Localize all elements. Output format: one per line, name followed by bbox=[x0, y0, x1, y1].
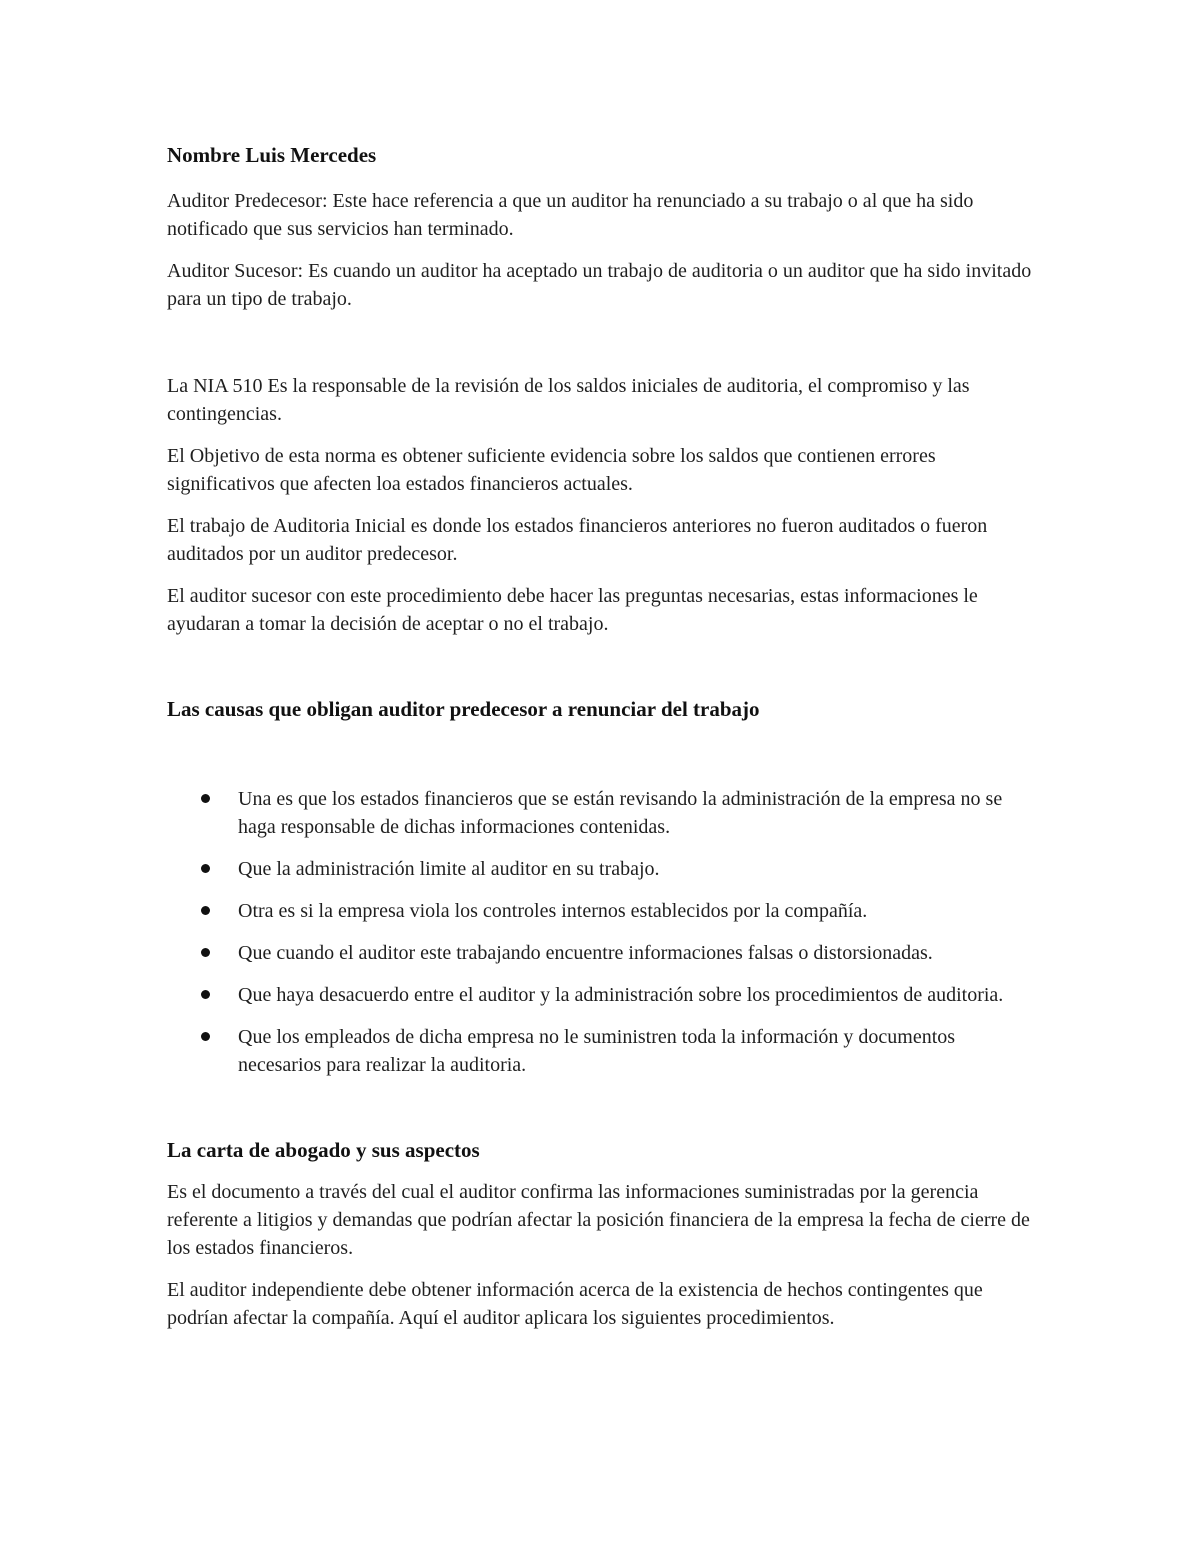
bullet-icon bbox=[201, 990, 210, 999]
list-item bbox=[238, 939, 1037, 967]
list-item bbox=[238, 855, 1037, 883]
section-heading-carta-abogado: La carta de abogado y sus aspectos bbox=[167, 1138, 480, 1162]
document-page bbox=[167, 141, 1037, 1346]
causes-list bbox=[167, 785, 1037, 1079]
paragraph-auditor-independiente: El auditor independiente debe obtener información acerca de la existencia de hechos contingentes que podrían afectar la compañía. Aquí el auditor aplicara los siguientes procedimientos. bbox=[167, 1279, 983, 1329]
paragraph-objetivo: El Objetivo de esta norma es obtener suficiente evidencia sobre los saldos que contienen errores significativos que afecten loa estados financieros actuales. bbox=[167, 445, 936, 495]
list-item-text: Que los empleados de dicha empresa no le suministren toda la información y documentos necesarios para realizar la auditoria. bbox=[238, 1026, 956, 1076]
paragraph-nia-510: La NIA 510 Es la responsable de la revisión de los saldos iniciales de auditoria, el compromiso y las contingencias. bbox=[167, 375, 970, 425]
paragraph-auditor-sucesor: Auditor Sucesor: Es cuando un auditor ha aceptado un trabajo de auditoria o un auditor que ha sido invitado para un tipo de trabajo. bbox=[167, 260, 1032, 310]
list-item bbox=[238, 1023, 1037, 1079]
list-item-text: Que haya desacuerdo entre el auditor y la administración sobre los procedimientos de auditoria. bbox=[238, 984, 1004, 1006]
list-item-text: Que cuando el auditor este trabajando encuentre informaciones falsas o distorsionadas. bbox=[238, 942, 933, 964]
author-line: Nombre Luis Mercedes bbox=[167, 143, 377, 167]
spacer bbox=[167, 327, 1037, 372]
bullet-icon bbox=[201, 1032, 210, 1041]
paragraph-auditor-predecesor: Auditor Predecesor: Este hace referencia a que un auditor ha renunciado a su trabajo o al que ha sido notificado que sus servicios han terminado. bbox=[167, 190, 974, 240]
bullet-icon bbox=[201, 864, 210, 873]
list-item bbox=[238, 897, 1037, 925]
list-item bbox=[238, 785, 1037, 841]
list-item-text: Otra es si la empresa viola los controles internos establecidos por la compañía. bbox=[238, 900, 868, 922]
spacer bbox=[167, 1093, 1037, 1136]
list-item-text: Una es que los estados financieros que se están revisando la administración de la empresa no se haga responsable de dichas informaciones contenidas. bbox=[238, 788, 1003, 838]
section-heading-causas: Las causas que obligan auditor predecesor a renunciar del trabajo bbox=[167, 697, 760, 721]
paragraph-auditor-sucesor-procedimiento: El auditor sucesor con este procedimiento debe hacer las preguntas necesarias, estas informaciones le ayudaran a tomar la decisión de aceptar o no el trabajo. bbox=[167, 585, 978, 635]
spacer bbox=[167, 652, 1037, 695]
paragraph-carta-definicion: Es el documento a través del cual el auditor confirma las informaciones suministradas por la gerencia referente a litigios y demandas que podrían afectar la posición financiera de la empresa la fecha de cierre de los estados financieros. bbox=[167, 1181, 1030, 1259]
list-item bbox=[238, 981, 1037, 1009]
bullet-icon bbox=[201, 794, 210, 803]
bullet-icon bbox=[201, 906, 210, 915]
paragraph-auditoria-inicial: El trabajo de Auditoria Inicial es donde los estados financieros anteriores no fueron auditados o fueron auditados por un auditor predecesor. bbox=[167, 515, 988, 565]
bullet-icon bbox=[201, 948, 210, 957]
list-item-text: Que la administración limite al auditor en su trabajo. bbox=[238, 858, 660, 880]
